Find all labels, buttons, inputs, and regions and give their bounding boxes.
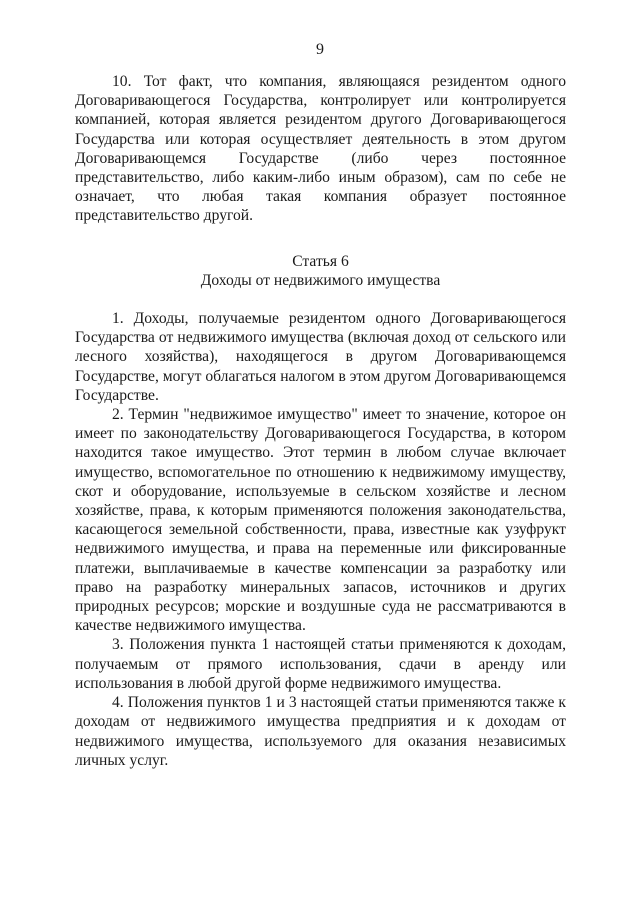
article-heading: Статья 6 [292, 252, 349, 270]
article-paragraph-3: 3. Положения пункта 1 настоящей статьи применяются к доходам, получаемым от прямого использования, сдачи в аренду или использования в любой другой форме недвижимого имущества. [75, 636, 566, 692]
page-number: 9 [316, 41, 324, 58]
intro-paragraph: 10. Тот факт, что компания, являющаяся резидентом одного Договаривающегося Государства, контролирует или контролируется компанией, которая является резидентом другого Договаривающегося Государства или которая осуществляет деятельность в этом другом Договаривающемся Государстве (либо через постоянное представительство, либо каким-либо иным образом), сам по себе не означает, что любая такая компания образует постоянное представительство другой. [75, 73, 566, 225]
article-paragraph-2: 2. Термин "недвижимое имущество" имеет то значение, которое он имеет по законодательству Договаривающегося Государства, в котором находится такое имущество. Этот термин в любом случае включает имущество, вспомогательное по отношению к недвижимому имуществу, скот и оборудование, используемые в сельском хозяйстве и лесном хозяйстве, права, к которым применяются положения законодательства, касающегося земельной собственности, права, известные как узуфрукт недвижимого имущества, и права на переменные или фиксированные платежи, выплачиваемые в качестве компенсации за разработку или право на разработку минеральных запасов, источников и других природных ресурсов; морские и воздушные суда не рассматриваются в качестве недвижимого имущества. [75, 406, 566, 635]
article-paragraph-4: 4. Положения пунктов 1 и 3 настоящей статьи применяются также к доходам от недвижимого имущества предприятия и к доходам от недвижимого имущества, используемого для оказания независимых личных услуг. [75, 694, 566, 769]
article-title: Доходы от недвижимого имущества [200, 271, 441, 289]
article-paragraph-1: 1. Доходы, получаемые резидентом одного Договаривающегося Государства от недвижимого имущества (включая доход от сельского или лесного хозяйства), находящегося в другом Договаривающемся Государстве, могут облагаться налогом в этом другом Договаривающемся Государстве. [75, 310, 566, 404]
document-body [75, 72, 566, 770]
